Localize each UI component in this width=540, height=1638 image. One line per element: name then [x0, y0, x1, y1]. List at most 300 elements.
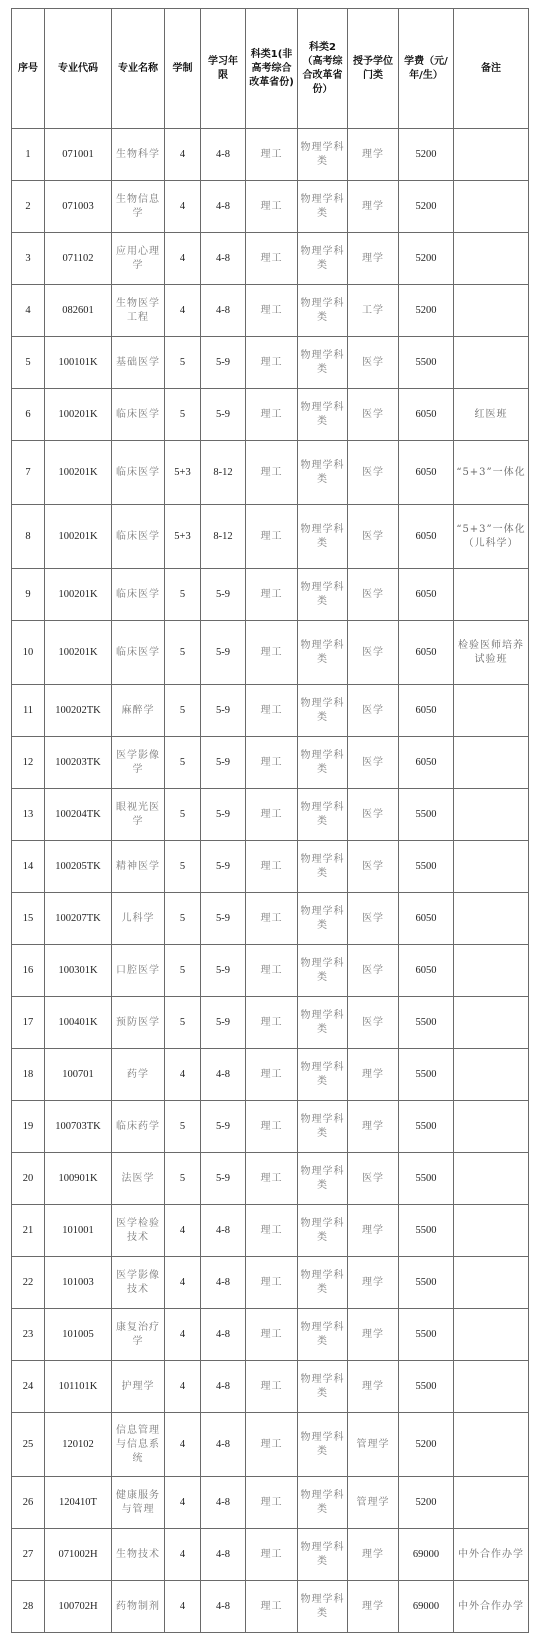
major-code-cell: 120102 [45, 1413, 112, 1477]
degree-cell: 理学 [348, 233, 399, 285]
note-cell [454, 1477, 529, 1529]
major-name-cell: 药物制剂 [112, 1581, 165, 1633]
table-row [12, 945, 529, 997]
row-number-cell: 1 [12, 129, 45, 181]
tuition-cell: 5500 [399, 1049, 454, 1101]
table-row [12, 1529, 529, 1581]
study-years-cell: 5-9 [201, 337, 246, 389]
category1-cell: 理工 [246, 1049, 298, 1101]
tuition-cell: 5500 [399, 337, 454, 389]
note-cell [454, 1309, 529, 1361]
note-cell [454, 569, 529, 621]
study-years-cell: 5-9 [201, 1153, 246, 1205]
note-cell [454, 1101, 529, 1153]
tuition-cell: 5500 [399, 841, 454, 893]
table-row [12, 1413, 529, 1477]
major-code-cell: 120410T [45, 1477, 112, 1529]
degree-cell: 理学 [348, 1257, 399, 1309]
category1-cell: 理工 [246, 1581, 298, 1633]
major-name-cell: 预防医学 [112, 997, 165, 1049]
header-cell: 备注 [454, 9, 529, 129]
row-number-cell: 26 [12, 1477, 45, 1529]
degree-cell: 医学 [348, 389, 399, 441]
category1-cell: 理工 [246, 893, 298, 945]
header-cell: 专业名称 [112, 9, 165, 129]
row-number-cell: 10 [12, 621, 45, 685]
duration-cell: 4 [165, 129, 201, 181]
major-name-cell: 口腔医学 [112, 945, 165, 997]
category1-cell: 理工 [246, 1413, 298, 1477]
category1-cell: 理工 [246, 621, 298, 685]
row-number-cell: 12 [12, 737, 45, 789]
degree-cell: 医学 [348, 685, 399, 737]
study-years-cell: 4-8 [201, 1257, 246, 1309]
table-row [12, 1477, 529, 1529]
duration-cell: 5 [165, 1153, 201, 1205]
duration-cell: 4 [165, 1309, 201, 1361]
header-cell: 科类1(非高考综合改革省份) [246, 9, 298, 129]
major-code-cell: 082601 [45, 285, 112, 337]
note-cell: “5+3”一体化（儿科学） [454, 505, 529, 569]
degree-cell: 医学 [348, 337, 399, 389]
note-cell [454, 129, 529, 181]
major-code-cell: 100901K [45, 1153, 112, 1205]
study-years-cell: 8-12 [201, 441, 246, 505]
major-code-cell: 101001 [45, 1205, 112, 1257]
category2-cell: 物理学科类 [298, 789, 348, 841]
major-name-cell: 精神医学 [112, 841, 165, 893]
degree-cell: 理学 [348, 1361, 399, 1413]
tuition-cell: 5200 [399, 233, 454, 285]
table-row [12, 685, 529, 737]
table-row [12, 1101, 529, 1153]
note-cell [454, 1205, 529, 1257]
table-row [12, 441, 529, 505]
duration-cell: 4 [165, 1477, 201, 1529]
major-code-cell: 071001 [45, 129, 112, 181]
degree-cell: 理学 [348, 1529, 399, 1581]
row-number-cell: 3 [12, 233, 45, 285]
tuition-cell: 6050 [399, 685, 454, 737]
duration-cell: 5 [165, 337, 201, 389]
tuition-cell: 6050 [399, 505, 454, 569]
table-row [12, 997, 529, 1049]
major-name-cell: 医学影像学 [112, 737, 165, 789]
table-row [12, 233, 529, 285]
category2-cell: 物理学科类 [298, 181, 348, 233]
tuition-cell: 5200 [399, 181, 454, 233]
duration-cell: 5 [165, 997, 201, 1049]
degree-cell: 医学 [348, 945, 399, 997]
category2-cell: 物理学科类 [298, 1477, 348, 1529]
major-code-cell: 101005 [45, 1309, 112, 1361]
tuition-cell: 6050 [399, 569, 454, 621]
row-number-cell: 23 [12, 1309, 45, 1361]
category2-cell: 物理学科类 [298, 841, 348, 893]
duration-cell: 4 [165, 285, 201, 337]
major-code-cell: 100703TK [45, 1101, 112, 1153]
study-years-cell: 4-8 [201, 285, 246, 337]
duration-cell: 4 [165, 1205, 201, 1257]
category2-cell: 物理学科类 [298, 685, 348, 737]
major-name-cell: 儿科学 [112, 893, 165, 945]
row-number-cell: 19 [12, 1101, 45, 1153]
category2-cell: 物理学科类 [298, 1101, 348, 1153]
category1-cell: 理工 [246, 285, 298, 337]
degree-cell: 医学 [348, 841, 399, 893]
major-code-cell: 100204TK [45, 789, 112, 841]
header-cell: 科类2（高考综合改革省份） [298, 9, 348, 129]
major-code-cell: 100203TK [45, 737, 112, 789]
major-name-cell: 眼视光医学 [112, 789, 165, 841]
study-years-cell: 4-8 [201, 1477, 246, 1529]
majors-table [11, 8, 529, 1633]
duration-cell: 5+3 [165, 505, 201, 569]
degree-cell: 工学 [348, 285, 399, 337]
tuition-cell: 6050 [399, 621, 454, 685]
category2-cell: 物理学科类 [298, 233, 348, 285]
tuition-cell: 6050 [399, 389, 454, 441]
category1-cell: 理工 [246, 1361, 298, 1413]
category1-cell: 理工 [246, 1153, 298, 1205]
note-cell [454, 1049, 529, 1101]
duration-cell: 4 [165, 1361, 201, 1413]
tuition-cell: 69000 [399, 1581, 454, 1633]
row-number-cell: 25 [12, 1413, 45, 1477]
category1-cell: 理工 [246, 233, 298, 285]
category2-cell: 物理学科类 [298, 893, 348, 945]
category1-cell: 理工 [246, 1477, 298, 1529]
category2-cell: 物理学科类 [298, 129, 348, 181]
note-cell: 红医班 [454, 389, 529, 441]
duration-cell: 4 [165, 1581, 201, 1633]
duration-cell: 4 [165, 1049, 201, 1101]
tuition-cell: 5200 [399, 129, 454, 181]
category1-cell: 理工 [246, 997, 298, 1049]
major-code-cell: 101003 [45, 1257, 112, 1309]
duration-cell: 5 [165, 841, 201, 893]
duration-cell: 4 [165, 1257, 201, 1309]
major-code-cell: 100207TK [45, 893, 112, 945]
category2-cell: 物理学科类 [298, 1361, 348, 1413]
duration-cell: 4 [165, 1529, 201, 1581]
note-cell [454, 233, 529, 285]
study-years-cell: 5-9 [201, 1101, 246, 1153]
category1-cell: 理工 [246, 841, 298, 893]
major-code-cell: 071003 [45, 181, 112, 233]
table-row [12, 569, 529, 621]
major-code-cell: 100301K [45, 945, 112, 997]
major-name-cell: 基础医学 [112, 337, 165, 389]
major-name-cell: 信息管理与信息系统 [112, 1413, 165, 1477]
table-row [12, 285, 529, 337]
major-code-cell: 100201K [45, 505, 112, 569]
category1-cell: 理工 [246, 505, 298, 569]
row-number-cell: 20 [12, 1153, 45, 1205]
table-row [12, 129, 529, 181]
major-name-cell: 健康服务与管理 [112, 1477, 165, 1529]
table-row [12, 621, 529, 685]
degree-cell: 理学 [348, 1101, 399, 1153]
table-row [12, 1581, 529, 1633]
degree-cell: 管理学 [348, 1477, 399, 1529]
major-name-cell: 护理学 [112, 1361, 165, 1413]
duration-cell: 5 [165, 1101, 201, 1153]
major-code-cell: 071102 [45, 233, 112, 285]
category1-cell: 理工 [246, 685, 298, 737]
row-number-cell: 13 [12, 789, 45, 841]
degree-cell: 医学 [348, 997, 399, 1049]
table-row [12, 1257, 529, 1309]
category2-cell: 物理学科类 [298, 1529, 348, 1581]
category1-cell: 理工 [246, 569, 298, 621]
tuition-cell: 6050 [399, 893, 454, 945]
note-cell [454, 789, 529, 841]
category2-cell: 物理学科类 [298, 1581, 348, 1633]
study-years-cell: 4-8 [201, 233, 246, 285]
category2-cell: 物理学科类 [298, 1153, 348, 1205]
study-years-cell: 5-9 [201, 945, 246, 997]
category1-cell: 理工 [246, 181, 298, 233]
degree-cell: 医学 [348, 569, 399, 621]
table-body [12, 129, 529, 1633]
degree-cell: 医学 [348, 789, 399, 841]
major-name-cell: 药学 [112, 1049, 165, 1101]
tuition-cell: 5500 [399, 997, 454, 1049]
study-years-cell: 4-8 [201, 181, 246, 233]
study-years-cell: 5-9 [201, 685, 246, 737]
category1-cell: 理工 [246, 1309, 298, 1361]
major-name-cell: 生物技术 [112, 1529, 165, 1581]
tuition-cell: 6050 [399, 737, 454, 789]
table-row [12, 337, 529, 389]
tuition-cell: 5500 [399, 1309, 454, 1361]
duration-cell: 5 [165, 569, 201, 621]
table-row [12, 389, 529, 441]
table-row [12, 893, 529, 945]
tuition-cell: 5500 [399, 1153, 454, 1205]
major-name-cell: 临床医学 [112, 389, 165, 441]
tuition-cell: 5200 [399, 1413, 454, 1477]
category1-cell: 理工 [246, 1205, 298, 1257]
note-cell [454, 1413, 529, 1477]
major-code-cell: 100101K [45, 337, 112, 389]
tuition-cell: 6050 [399, 441, 454, 505]
major-code-cell: 100401K [45, 997, 112, 1049]
degree-cell: 医学 [348, 1153, 399, 1205]
duration-cell: 5 [165, 389, 201, 441]
category1-cell: 理工 [246, 1257, 298, 1309]
row-number-cell: 24 [12, 1361, 45, 1413]
degree-cell: 理学 [348, 129, 399, 181]
category1-cell: 理工 [246, 441, 298, 505]
category1-cell: 理工 [246, 1529, 298, 1581]
duration-cell: 5 [165, 893, 201, 945]
tuition-cell: 6050 [399, 945, 454, 997]
row-number-cell: 7 [12, 441, 45, 505]
tuition-cell: 5500 [399, 789, 454, 841]
category1-cell: 理工 [246, 789, 298, 841]
note-cell [454, 181, 529, 233]
major-code-cell: 101101K [45, 1361, 112, 1413]
category1-cell: 理工 [246, 945, 298, 997]
note-cell [454, 841, 529, 893]
major-code-cell: 100701 [45, 1049, 112, 1101]
table-row [12, 505, 529, 569]
note-cell [454, 1257, 529, 1309]
category1-cell: 理工 [246, 389, 298, 441]
major-name-cell: 临床药学 [112, 1101, 165, 1153]
header-cell: 学制 [165, 9, 201, 129]
category2-cell: 物理学科类 [298, 389, 348, 441]
row-number-cell: 6 [12, 389, 45, 441]
study-years-cell: 5-9 [201, 997, 246, 1049]
duration-cell: 5 [165, 737, 201, 789]
duration-cell: 4 [165, 1413, 201, 1477]
category2-cell: 物理学科类 [298, 441, 348, 505]
row-number-cell: 9 [12, 569, 45, 621]
major-name-cell: 生物科学 [112, 129, 165, 181]
note-cell: 中外合作办学 [454, 1581, 529, 1633]
degree-cell: 医学 [348, 505, 399, 569]
header-cell: 授予学位门类 [348, 9, 399, 129]
major-code-cell: 100201K [45, 621, 112, 685]
degree-cell: 医学 [348, 621, 399, 685]
row-number-cell: 16 [12, 945, 45, 997]
degree-cell: 理学 [348, 1309, 399, 1361]
study-years-cell: 4-8 [201, 1529, 246, 1581]
category2-cell: 物理学科类 [298, 1049, 348, 1101]
major-name-cell: 临床医学 [112, 441, 165, 505]
header-cell: 学费（元/年/生） [399, 9, 454, 129]
note-cell: 中外合作办学 [454, 1529, 529, 1581]
category2-cell: 物理学科类 [298, 285, 348, 337]
degree-cell: 医学 [348, 893, 399, 945]
degree-cell: 理学 [348, 1581, 399, 1633]
major-code-cell: 100201K [45, 441, 112, 505]
study-years-cell: 5-9 [201, 621, 246, 685]
duration-cell: 4 [165, 233, 201, 285]
note-cell [454, 285, 529, 337]
note-cell: “5+3”一体化 [454, 441, 529, 505]
row-number-cell: 11 [12, 685, 45, 737]
degree-cell: 医学 [348, 737, 399, 789]
major-code-cell: 100201K [45, 389, 112, 441]
table-row [12, 789, 529, 841]
study-years-cell: 8-12 [201, 505, 246, 569]
note-cell [454, 737, 529, 789]
duration-cell: 4 [165, 181, 201, 233]
table-row [12, 1205, 529, 1257]
table-header-row [12, 9, 529, 129]
major-name-cell: 康复治疗学 [112, 1309, 165, 1361]
row-number-cell: 15 [12, 893, 45, 945]
category2-cell: 物理学科类 [298, 621, 348, 685]
degree-cell: 管理学 [348, 1413, 399, 1477]
row-number-cell: 14 [12, 841, 45, 893]
major-name-cell: 麻醉学 [112, 685, 165, 737]
note-cell [454, 1153, 529, 1205]
duration-cell: 5 [165, 789, 201, 841]
study-years-cell: 5-9 [201, 893, 246, 945]
degree-cell: 理学 [348, 181, 399, 233]
category1-cell: 理工 [246, 737, 298, 789]
major-name-cell: 医学检验技术 [112, 1205, 165, 1257]
major-name-cell: 临床医学 [112, 505, 165, 569]
degree-cell: 理学 [348, 1049, 399, 1101]
major-code-cell: 100205TK [45, 841, 112, 893]
category2-cell: 物理学科类 [298, 337, 348, 389]
tuition-cell: 5200 [399, 1477, 454, 1529]
category2-cell: 物理学科类 [298, 569, 348, 621]
category2-cell: 物理学科类 [298, 505, 348, 569]
category1-cell: 理工 [246, 1101, 298, 1153]
major-name-cell: 生物信息学 [112, 181, 165, 233]
tuition-cell: 69000 [399, 1529, 454, 1581]
major-name-cell: 临床医学 [112, 569, 165, 621]
category1-cell: 理工 [246, 337, 298, 389]
note-cell [454, 337, 529, 389]
tuition-cell: 5500 [399, 1257, 454, 1309]
major-code-cell: 100202TK [45, 685, 112, 737]
category2-cell: 物理学科类 [298, 737, 348, 789]
duration-cell: 5 [165, 945, 201, 997]
duration-cell: 5 [165, 685, 201, 737]
note-cell [454, 1361, 529, 1413]
table-row [12, 1309, 529, 1361]
duration-cell: 5 [165, 621, 201, 685]
study-years-cell: 5-9 [201, 569, 246, 621]
study-years-cell: 4-8 [201, 1361, 246, 1413]
note-cell [454, 945, 529, 997]
category2-cell: 物理学科类 [298, 997, 348, 1049]
study-years-cell: 4-8 [201, 1205, 246, 1257]
row-number-cell: 4 [12, 285, 45, 337]
study-years-cell: 4-8 [201, 1049, 246, 1101]
tuition-cell: 5500 [399, 1361, 454, 1413]
category1-cell: 理工 [246, 129, 298, 181]
category2-cell: 物理学科类 [298, 1309, 348, 1361]
study-years-cell: 4-8 [201, 1413, 246, 1477]
note-cell [454, 997, 529, 1049]
table-row [12, 737, 529, 789]
study-years-cell: 5-9 [201, 789, 246, 841]
major-name-cell: 医学影像技术 [112, 1257, 165, 1309]
duration-cell: 5+3 [165, 441, 201, 505]
table-row [12, 1153, 529, 1205]
tuition-cell: 5500 [399, 1101, 454, 1153]
study-years-cell: 5-9 [201, 841, 246, 893]
study-years-cell: 5-9 [201, 737, 246, 789]
category2-cell: 物理学科类 [298, 1205, 348, 1257]
row-number-cell: 5 [12, 337, 45, 389]
category2-cell: 物理学科类 [298, 945, 348, 997]
note-cell [454, 893, 529, 945]
major-name-cell: 应用心理学 [112, 233, 165, 285]
header-cell: 专业代码 [45, 9, 112, 129]
category2-cell: 物理学科类 [298, 1413, 348, 1477]
major-code-cell: 100201K [45, 569, 112, 621]
row-number-cell: 18 [12, 1049, 45, 1101]
major-name-cell: 生物医学工程 [112, 285, 165, 337]
study-years-cell: 5-9 [201, 389, 246, 441]
category2-cell: 物理学科类 [298, 1257, 348, 1309]
row-number-cell: 22 [12, 1257, 45, 1309]
row-number-cell: 2 [12, 181, 45, 233]
degree-cell: 医学 [348, 441, 399, 505]
study-years-cell: 4-8 [201, 1581, 246, 1633]
major-code-cell: 071002H [45, 1529, 112, 1581]
